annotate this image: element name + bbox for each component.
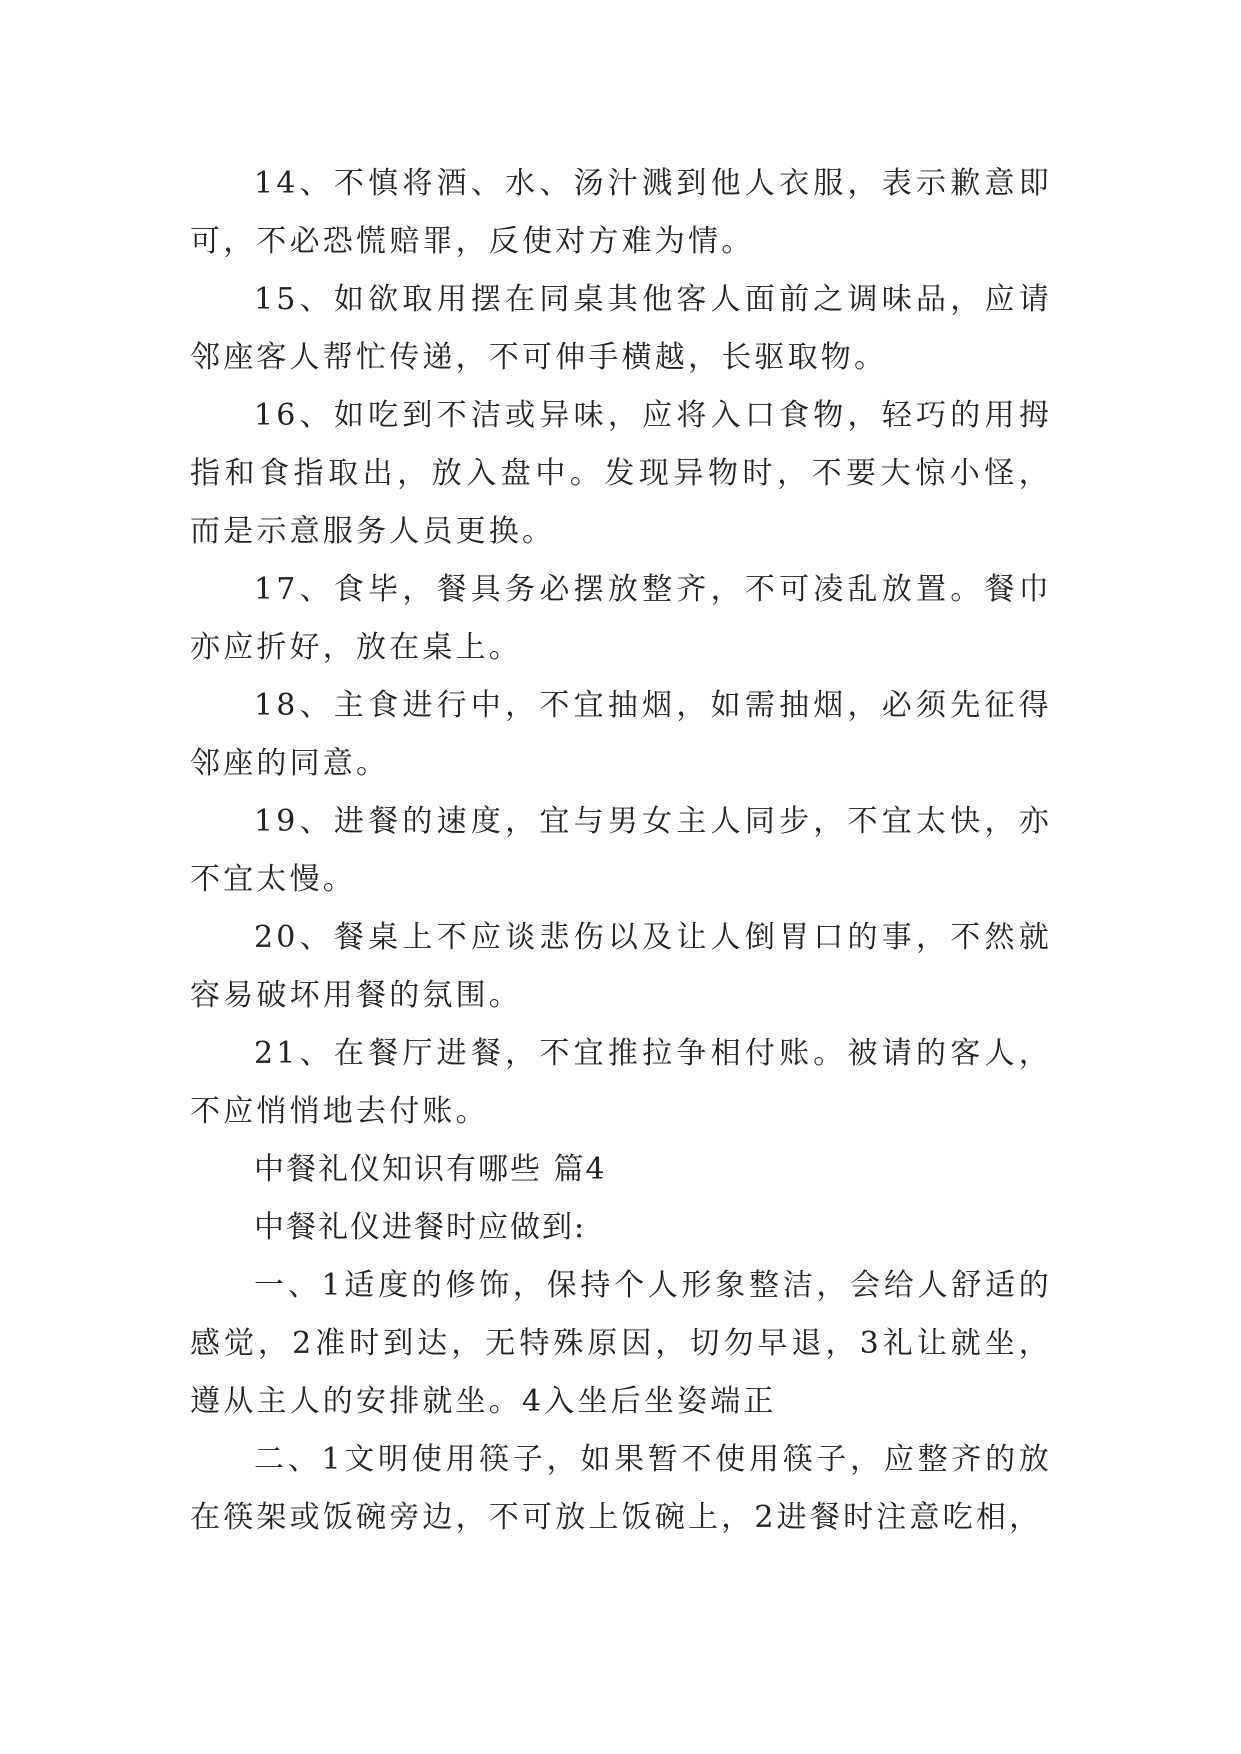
section-heading: 中餐礼仪知识有哪些 篇4 (254, 1152, 607, 1187)
paragraph-20: 20、餐桌上不应谈悲伤以及让人倒胃口的事，不然就容易破坏用餐的氛围。 (190, 920, 1052, 1013)
paragraph-14: 14、不慎将酒、水、汤汁溅到他人衣服，表示歉意即可，不必恐慌赔罪，反使对方难为情。 (190, 166, 1052, 259)
item-two: 二、1文明使用筷子，如果暂不使用筷子，应整齐的放在筷架或饭碗旁边，不可放上饭碗上，2进餐时注意吃相， (190, 1442, 1052, 1535)
document-body (190, 155, 1052, 1547)
paragraph-17: 17、食毕，餐具务必摆放整齐，不可凌乱放置。餐巾亦应折好，放在桌上。 (190, 572, 1052, 665)
paragraph-19: 19、进餐的速度，宜与男女主人同步，不宜太快，亦不宜太慢。 (190, 804, 1052, 897)
section-intro: 中餐礼仪进餐时应做到: (254, 1210, 587, 1245)
paragraph-18: 18、主食进行中，不宜抽烟，如需抽烟，必须先征得邻座的同意。 (190, 688, 1052, 781)
paragraph-15: 15、如欲取用摆在同桌其他客人面前之调味品，应请邻座客人帮忙传递，不可伸手横越，长驱取物。 (190, 282, 1052, 375)
paragraph-16: 16、如吃到不洁或异味，应将入口食物，轻巧的用拇指和食指取出，放入盘中。发现异物时，不要大惊小怪，而是示意服务人员更换。 (190, 398, 1052, 549)
paragraph-21: 21、在餐厅进餐，不宜推拉争相付账。被请的客人，不应悄悄地去付账。 (190, 1036, 1052, 1129)
item-one: 一、1适度的修饰，保持个人形象整洁，会给人舒适的感觉，2准时到达，无特殊原因，切勿早退，3礼让就坐，遵从主人的安排就坐。4入坐后坐姿端正 (190, 1268, 1052, 1419)
